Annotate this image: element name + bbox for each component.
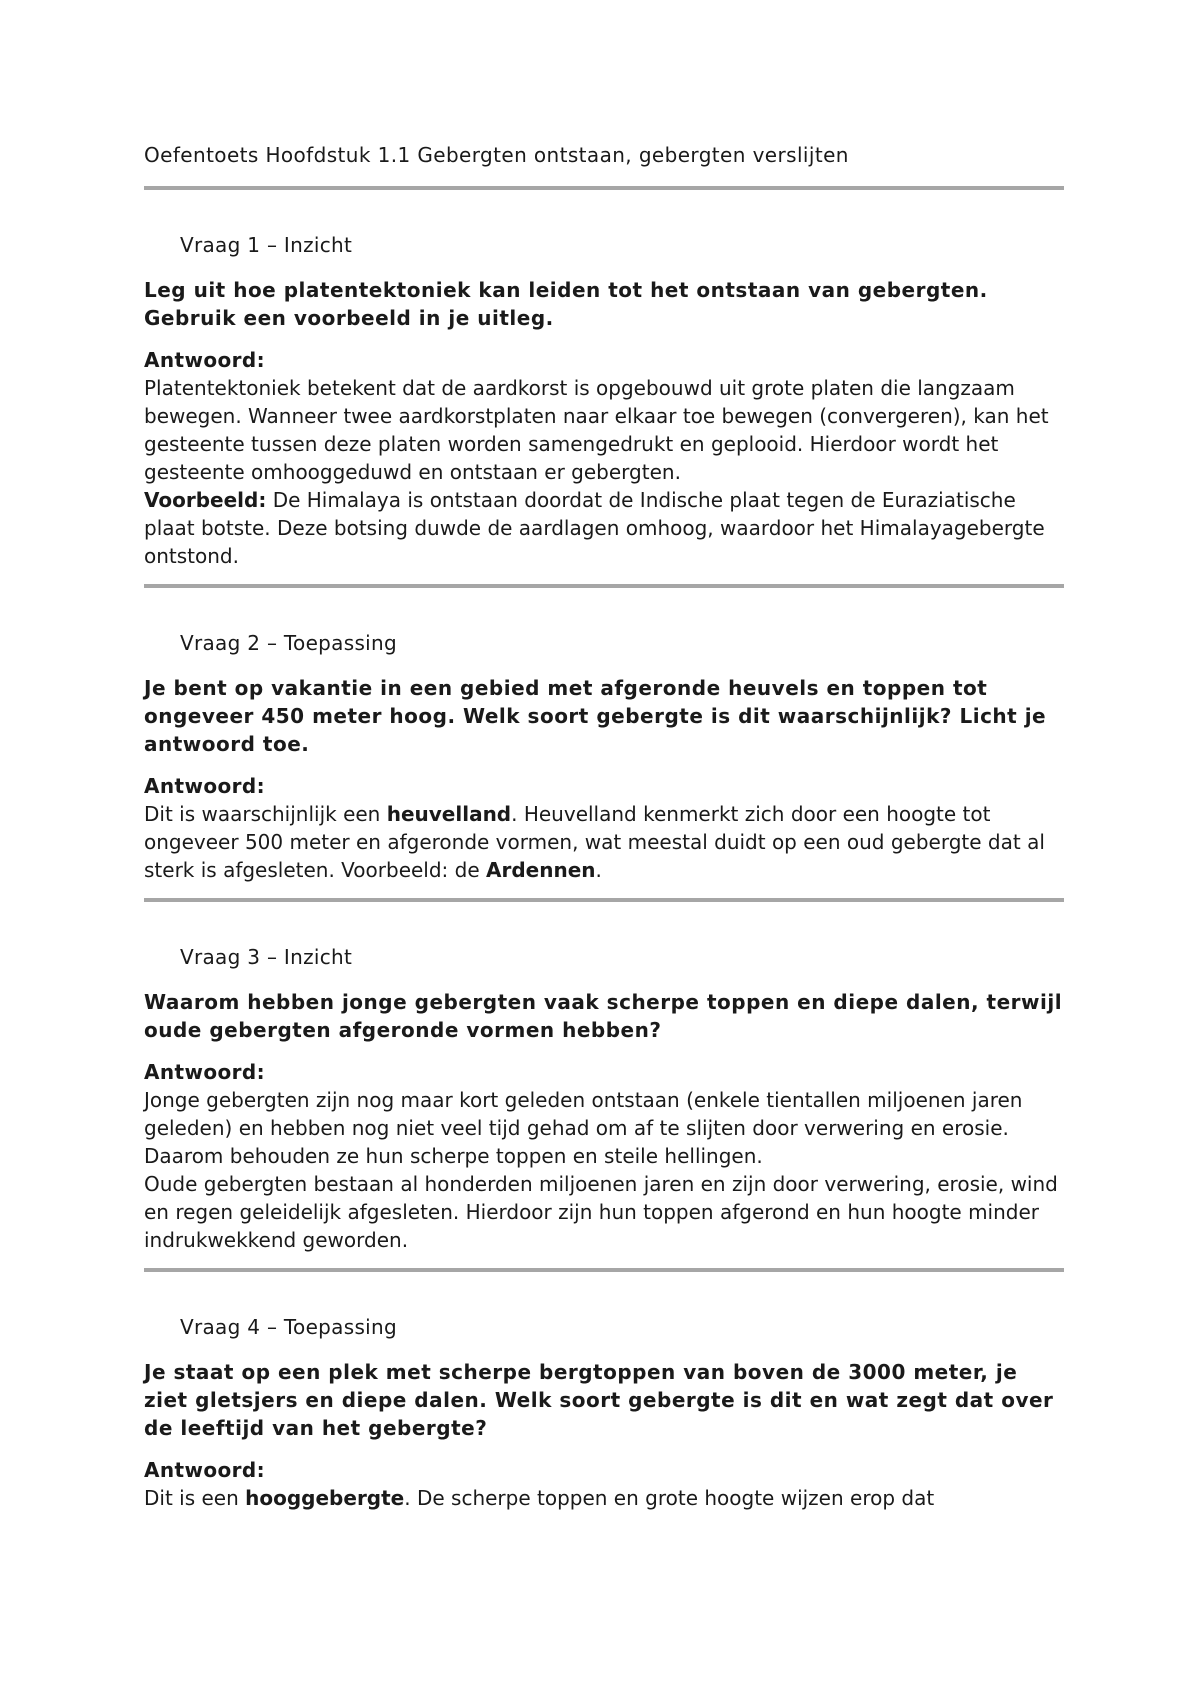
example-label: Voorbeeld: [144, 488, 267, 512]
answer-1-example [144, 486, 1064, 570]
answer-2-text [144, 800, 1064, 884]
question-3 [144, 942, 1064, 1272]
question-4-text: Je staat op een plek met scherpe bergtoppen van boven de 3000 meter, je ziet gletsjers en diepe dalen. Welk soort gebergte is dit en wat zegt dat over de leeftijd van het gebergte? [144, 1360, 1054, 1440]
answer-4-text-part: Dit is een [144, 1486, 246, 1510]
document-content [144, 140, 1064, 1512]
question-3-heading: Vraag 3 – Inzicht [180, 945, 353, 969]
answer-3-text-2: Oude gebergten bestaan al honderden miljoenen jaren en zijn door verwering, erosie, wind en regen geleidelijk afgesleten. Hierdoor zijn hun toppen afgerond en hun hoogte minder indrukwekkend geworden. [144, 1172, 1058, 1252]
question-4 [144, 1312, 1064, 1512]
answer-2-text-part: Dit is waarschijnlijk een [144, 802, 387, 826]
answer-4-text-part: . De scherpe toppen en grote hoogte wijzen erop dat [404, 1486, 935, 1510]
answer-4-label: Antwoord: [144, 1458, 266, 1482]
example-text: De Himalaya is ontstaan doordat de Indische plaat tegen de Euraziatische plaat botste. Deze botsing duwde de aardlagen omhoog, waardoor het Himalayagebergte ontstond. [144, 488, 1045, 568]
question-4-heading: Vraag 4 – Toepassing [180, 1315, 397, 1339]
answer-4-term-hooggebergte: hooggebergte [245, 1486, 405, 1510]
answer-2-text-part: . [595, 858, 602, 882]
answer-2-term-ardennen: Ardennen [486, 858, 596, 882]
answer-1-text: Platentektoniek betekent dat de aardkorst is opgebouwd uit grote platen die langzaam bewegen. Wanneer twee aardkorstplaten naar elkaar toe bewegen (convergeren), kan het gesteente tussen deze platen worden samengedrukt en geplooid. Hierdoor wordt het gesteente omhooggeduwd en ontstaan er gebergten. [144, 376, 1049, 484]
answer-2-text-part: . Heuvelland kenmerkt zich door een hoogte tot ongeveer 500 meter en afgeronde vormen, wat meestal duidt op een oud gebergte dat al sterk is afgesleten. Voorbeeld: de [144, 802, 1045, 882]
answer-1-label: Antwoord: [144, 348, 266, 372]
question-2 [144, 628, 1064, 902]
question-2-heading: Vraag 2 – Toepassing [180, 631, 397, 655]
answer-4-text [144, 1484, 1064, 1512]
answer-3-text-1: Jonge gebergten zijn nog maar kort geleden ontstaan (enkele tientallen miljoenen jaren geleden) en hebben nog niet veel tijd gehad om af te slijten door verwering en erosie. Daarom behouden ze hun scherpe toppen en steile hellingen. [144, 1088, 1023, 1168]
answer-2-term-heuvelland: heuvelland [386, 802, 512, 826]
divider [144, 186, 1064, 190]
divider [144, 898, 1064, 902]
answer-3-label: Antwoord: [144, 1060, 266, 1084]
divider [144, 584, 1064, 588]
question-1-text: Leg uit hoe platentektoniek kan leiden tot het ontstaan van gebergten. Gebruik een voorbeeld in je uitleg. [144, 278, 988, 330]
document-title: Oefentoets Hoofdstuk 1.1 Gebergten ontstaan, gebergten verslijten [144, 143, 849, 167]
divider [144, 1268, 1064, 1272]
question-1-heading: Vraag 1 – Inzicht [180, 233, 353, 257]
question-3-text: Waarom hebben jonge gebergten vaak scherpe toppen en diepe dalen, terwijl oude gebergten afgeronde vormen hebben? [144, 990, 1063, 1042]
question-1 [144, 230, 1064, 588]
answer-2-label: Antwoord: [144, 774, 266, 798]
question-2-text: Je bent op vakantie in een gebied met afgeronde heuvels en toppen tot ongeveer 450 meter hoog. Welk soort gebergte is dit waarschijnlijk? Licht je antwoord toe. [144, 676, 1047, 756]
